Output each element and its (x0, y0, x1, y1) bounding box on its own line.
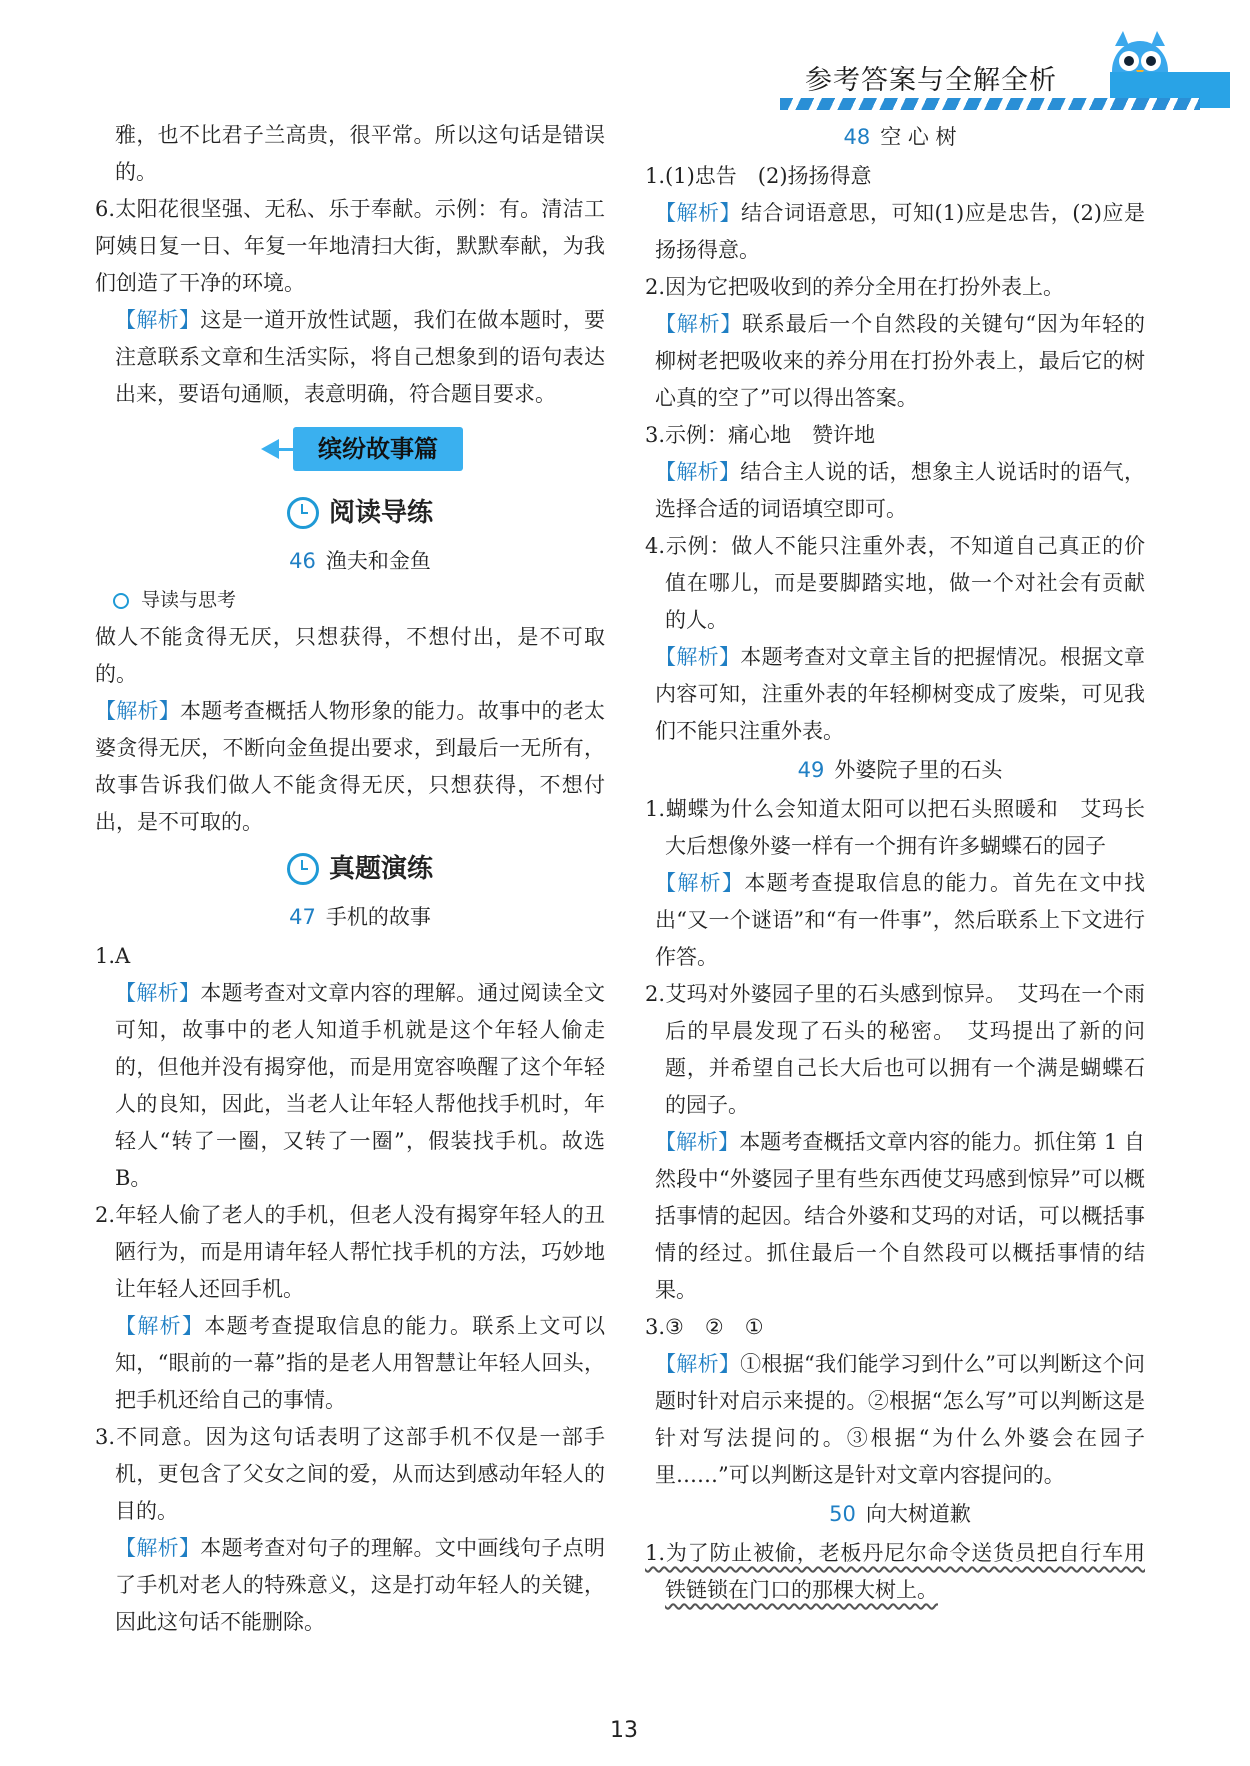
section-number: 47 (289, 905, 316, 929)
analysis-2 (115, 1308, 605, 1419)
guide-analysis (95, 693, 605, 841)
subheading-practice (115, 841, 605, 897)
analysis-tag: 【解析】 (115, 308, 201, 332)
analysis-1 (655, 865, 1145, 976)
analysis-tag: 【解析】 (115, 1314, 205, 1338)
analysis-text: 本题考查概括文章内容的能力。抓住第 1 自然段中“外婆园子里有些东西使艾玛感到惊异”可以概括事情的起因。结合外婆和艾玛的对话，可以概括事情的经过。抓住最后一个自然段可以概括事情的结果。 (655, 1130, 1146, 1302)
guide-heading (113, 582, 605, 619)
analysis-2 (655, 1124, 1145, 1309)
analysis-text: 结合词语意思，可知(1)应是忠告，(2)应是扬扬得意。 (655, 201, 1145, 262)
analysis-4 (655, 639, 1145, 750)
analysis-tag: 【解析】 (655, 312, 743, 336)
analysis-text: 本题考查对文章主旨的把握情况。根据文章内容可知，注重外表的年轻柳树变成了废柴，可见我们不能只注重外表。 (655, 645, 1146, 743)
section-49-title (655, 752, 1145, 789)
analysis-tag: 【解析】 (655, 645, 741, 669)
analysis-text: 本题考查概括人物形象的能力。故事中的老太婆贪得无厌，不断向金鱼提出要求，到最后一无所有，故事告诉我们做人不能贪得无厌，只想获得，不想付出，是不可取的。 (95, 699, 606, 834)
answer-3: 3.示例：痛心地 赞许地 (645, 423, 876, 447)
section-name: 向大树道歉 (865, 1502, 971, 1526)
analysis-tag: 【解析】 (115, 1536, 201, 1560)
circle-bullet-icon (113, 593, 129, 609)
answer-3: 3.不同意。因为这句话表明了这部手机不仅是一部手机，更包含了父女之间的爱，从而达到感动年轻人的目的。 (95, 1425, 605, 1523)
continued-paragraph: 雅，也不比君子兰高贵，很平常。所以这句话是错误的。 (115, 123, 605, 184)
analysis-text: 本题考查对句子的理解。文中画线句子点明了手机对老人的特殊意义，这是打动年轻人的关键，因此这句话不能删除。 (115, 1536, 606, 1634)
analysis-text: 这是一道开放性试题，我们在做本题时，要注意联系文章和生活实际，将自己想象到的语句表达出来，要语句通顺，表意明确，符合题目要求。 (115, 308, 606, 406)
section-name: 手机的故事 (325, 905, 431, 929)
alarm-clock-icon (287, 853, 319, 885)
guide-answer: 做人不能贪得无厌，只想获得，不想付出，是不可取的。 (95, 625, 605, 686)
answer-1: 1.A (95, 944, 131, 968)
section-50-title (655, 1496, 1145, 1533)
section-banner (115, 419, 605, 479)
section-number: 46 (289, 549, 316, 573)
section-number: 49 (797, 758, 825, 782)
analysis-text: 本题考查对文章内容的理解。通过阅读全文可知，故事中的老人知道手机就是这个年轻人偷走的，但他并没有揭穿他，而是用宽容唤醒了这个年轻人的良知，因此，当老人让年轻人帮他找手机时，年轻人“转了一圈，又转了一圈”，假装找手机。故选 B。 (115, 981, 606, 1190)
subheading-reading (115, 485, 605, 541)
analysis-3 (655, 1346, 1145, 1494)
section-name: 空 心 树 (880, 125, 957, 149)
analysis-text: 本题考查提取信息的能力。联系上文可以知，“眼前的一幕”指的是老人用智慧让年轻人回头，把手机还给自己的事情。 (115, 1314, 606, 1412)
answer-1: 1.(1)忠告 (2)扬扬得意 (645, 164, 872, 188)
section-name: 外婆院子里的石头 (834, 758, 1003, 782)
header-stripe (780, 98, 1200, 110)
alarm-clock-icon (287, 497, 319, 529)
right-column (645, 117, 1146, 1609)
analysis-tag: 【解析】 (115, 981, 201, 1005)
left-column (95, 117, 606, 1641)
analysis-2 (655, 306, 1145, 417)
header-title: 参考答案与全解全析 (805, 65, 1057, 96)
analysis-tag: 【解析】 (655, 871, 745, 895)
analysis-text: 本题考查提取信息的能力。首先在文中找出“又一个谜语”和“有一件事”，然后联系上下文进行作答。 (655, 871, 1146, 969)
analysis-text: 结合主人说的话，想象主人说话时的语气，选择合适的词语填空即可。 (655, 460, 1146, 521)
section-name: 渔夫和金鱼 (325, 549, 431, 573)
analysis-3 (655, 454, 1145, 528)
section-number: 48 (843, 125, 871, 149)
arrow-left-icon (261, 439, 279, 459)
section-47-title (115, 899, 605, 936)
section-48-title (655, 119, 1145, 156)
section-46-title (115, 543, 605, 580)
answer-2: 2.艾玛对外婆园子里的石头感到惊异。 艾玛在一个雨后的早晨发现了石头的秘密。 艾玛提出了新的问题，并希望自己长大后也可以拥有一个满是蝴蝶石的园子。 (645, 982, 1145, 1117)
guide-label: 导读与思考 (141, 589, 237, 611)
answer-1-underlined: 1.为了防止被偷，老板丹尼尔命令送货员把自行车用铁链锁在门口的那棵大树上。 (645, 1541, 1145, 1602)
analysis-text: 联系最后一个自然段的关键句“因为年轻的柳树老把吸收来的养分用在打扮外表上，最后它的树心真的空了”可以得出答案。 (655, 312, 1146, 410)
analysis-tag: 【解析】 (655, 460, 741, 484)
analysis-text: ①根据“我们能学习到什么”可以判断这个问题时针对启示来提的。②根据“怎么写”可以判断这是针对写法提问的。③根据“为什么外婆会在园子里……”可以判断这是针对文章内容提问的。 (655, 1352, 1145, 1487)
answer-6: 6.太阳花很坚强、无私、乐于奉献。示例：有。清洁工阿姨日复一日、年复一年地清扫大街，默默奉献，为我们创造了干净的环境。 (95, 197, 605, 295)
analysis-tag: 【解析】 (655, 1352, 741, 1376)
analysis-6 (115, 302, 605, 413)
analysis-1 (115, 975, 605, 1197)
banner-title: 缤纷故事篇 (293, 427, 463, 471)
section-number: 50 (829, 1502, 856, 1526)
answer-2: 2.因为它把吸收到的养分全用在打扮外表上。 (645, 275, 1065, 299)
page-number: 13 (610, 1718, 638, 1743)
subheading-label: 真题演练 (328, 853, 433, 884)
analysis-1 (655, 195, 1145, 269)
answer-2: 2.年轻人偷了老人的手机，但老人没有揭穿年轻人的丑陋行为，而是用请年轻人帮忙找手机的方法，巧妙地让年轻人还回手机。 (95, 1203, 605, 1301)
analysis-tag: 【解析】 (655, 1130, 740, 1154)
answer-4: 4.示例：做人不能只注重外表，不知道自己真正的价值在哪儿，而是要脚踏实地，做一个对社会有贡献的人。 (645, 534, 1145, 632)
analysis-3 (115, 1530, 605, 1641)
analysis-tag: 【解析】 (95, 699, 181, 723)
answer-3: 3.③ ② ① (645, 1315, 764, 1339)
subheading-label: 阅读导练 (328, 497, 433, 528)
analysis-tag: 【解析】 (655, 201, 741, 225)
answer-1: 1.蝴蝶为什么会知道太阳可以把石头照暖和 艾玛长大后想像外婆一样有一个拥有许多蝴蝶石的园子 (645, 797, 1145, 858)
